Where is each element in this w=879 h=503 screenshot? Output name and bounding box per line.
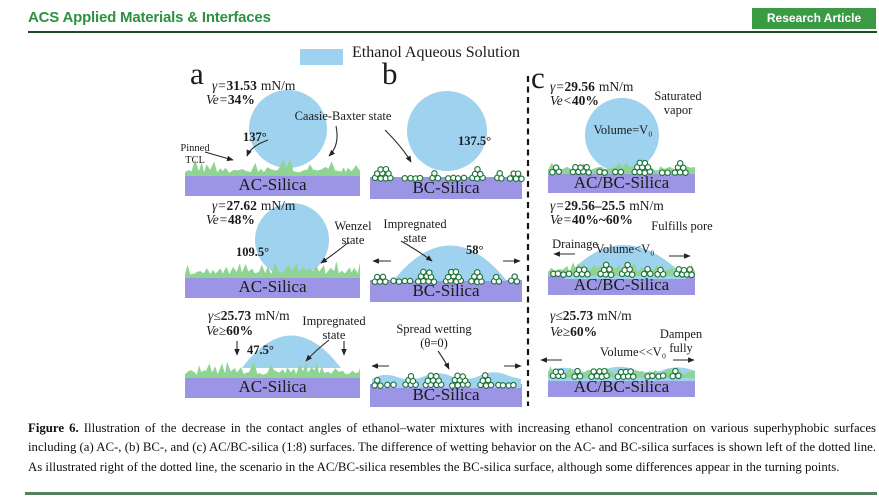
saturated-vapor-label: Saturated vapor [654, 89, 702, 117]
contact-angle-a3: 47.5° [247, 343, 274, 357]
volume-label-c2: Volume<V₀ [595, 242, 655, 256]
ve-a2: Ve=48% [206, 212, 255, 227]
legend-solution-swatch [300, 49, 343, 65]
gamma-c1: γ=29.56 mN/m [550, 79, 634, 94]
panel-b-letter: b [382, 56, 398, 91]
ve-a1: Ve=34% [206, 92, 255, 107]
cassie-baxter-state-label: Caasie-Baxter state [294, 109, 392, 123]
substrate-label-a3: AC-Silica [238, 377, 307, 396]
fulfills-pore-label: Fulfills pore [651, 219, 713, 233]
substrate-label-c2: AC/BC-Silica [573, 275, 670, 294]
droplet-a1 [249, 90, 327, 168]
substrate-label-c1: AC/BC-Silica [573, 173, 670, 192]
contact-angle-a2: 109.5° [236, 245, 270, 259]
substrate-label-c3: AC/BC-Silica [573, 377, 670, 396]
gamma-a3: γ≤25.73 mN/m [208, 308, 290, 323]
substrate-label-a1: AC-Silica [238, 175, 307, 194]
gamma-c3: γ≤25.73 mN/m [550, 308, 632, 323]
impregnated-state-label-b2: Impregnated state [383, 217, 447, 245]
caption-text: Illustration of the decrease in the contact angles of ethanol–water mixtures with increasing ethanol concentration on various superhyphobic surfaces including (a) AC-, (b) BC-, and (c) AC/BC-silica (1:8) surfaces. The difference of wetting behavior on the AC- and BC-silica surfaces is shown left of the dotted line. As illustrated right of the dotted line, the scenario in the AC/BC-silica resembles the BC-silica surface, although some differences appear in the turning points. [28, 421, 876, 474]
panel-c-letter: c [531, 60, 545, 95]
substrate-label-b2: BC-Silica [412, 281, 480, 300]
substrate-label-a2: AC-Silica [238, 277, 307, 296]
gamma-a2: γ=27.62 mN/m [212, 198, 296, 213]
dampen-fully-label: Dampen fully [659, 327, 703, 355]
substrate-label-b3: BC-Silica [412, 385, 480, 404]
droplet-a2 [255, 203, 329, 277]
ve-c2: Ve=40%~60% [550, 212, 633, 227]
ve-c1: Ve<40% [550, 93, 599, 108]
volume-label-c3: Volume<<V₀ [599, 345, 667, 359]
legend-label: Ethanol Aqueous Solution [352, 44, 520, 61]
drainage-label: Drainage [552, 237, 598, 251]
figure-caption [28, 419, 876, 477]
contact-angle-b2: 58° [466, 243, 484, 257]
research-article-badge: Research Article [752, 8, 876, 29]
wenzel-state-label: Wenzel state [334, 219, 372, 247]
droplet-b1 [407, 91, 487, 171]
contact-angle-a1: 137° [243, 130, 267, 144]
volume-label-c1: Volume=V₀ [593, 123, 653, 137]
gamma-c2: γ=29.56–25.5 mN/m [550, 198, 664, 213]
ve-a3: Ve≥60% [206, 323, 254, 338]
arrow-cassie-to-b1 [385, 130, 411, 162]
journal-title: ACS Applied Materials & Interfaces [28, 9, 271, 26]
caption-label: Figure 6. [28, 421, 79, 435]
arrow-a1-right-contact [329, 126, 337, 156]
impregnated-state-label-a3: Impregnated state [302, 314, 366, 342]
pinned-tcl-label: Pinned TCL [180, 143, 210, 166]
bottom-rule [25, 492, 877, 495]
substrate-label-b1: BC-Silica [412, 178, 480, 197]
header-rule [28, 31, 877, 33]
ve-c3: Ve≥60% [550, 324, 598, 339]
gamma-a1: γ=31.53 mN/m [212, 78, 296, 93]
spread-wetting-label: Spread wetting (θ=0) [396, 322, 472, 350]
panel-a-letter: a [190, 56, 204, 91]
contact-angle-b1: 137.5° [458, 134, 492, 148]
arrow-spread-b3 [438, 351, 449, 369]
